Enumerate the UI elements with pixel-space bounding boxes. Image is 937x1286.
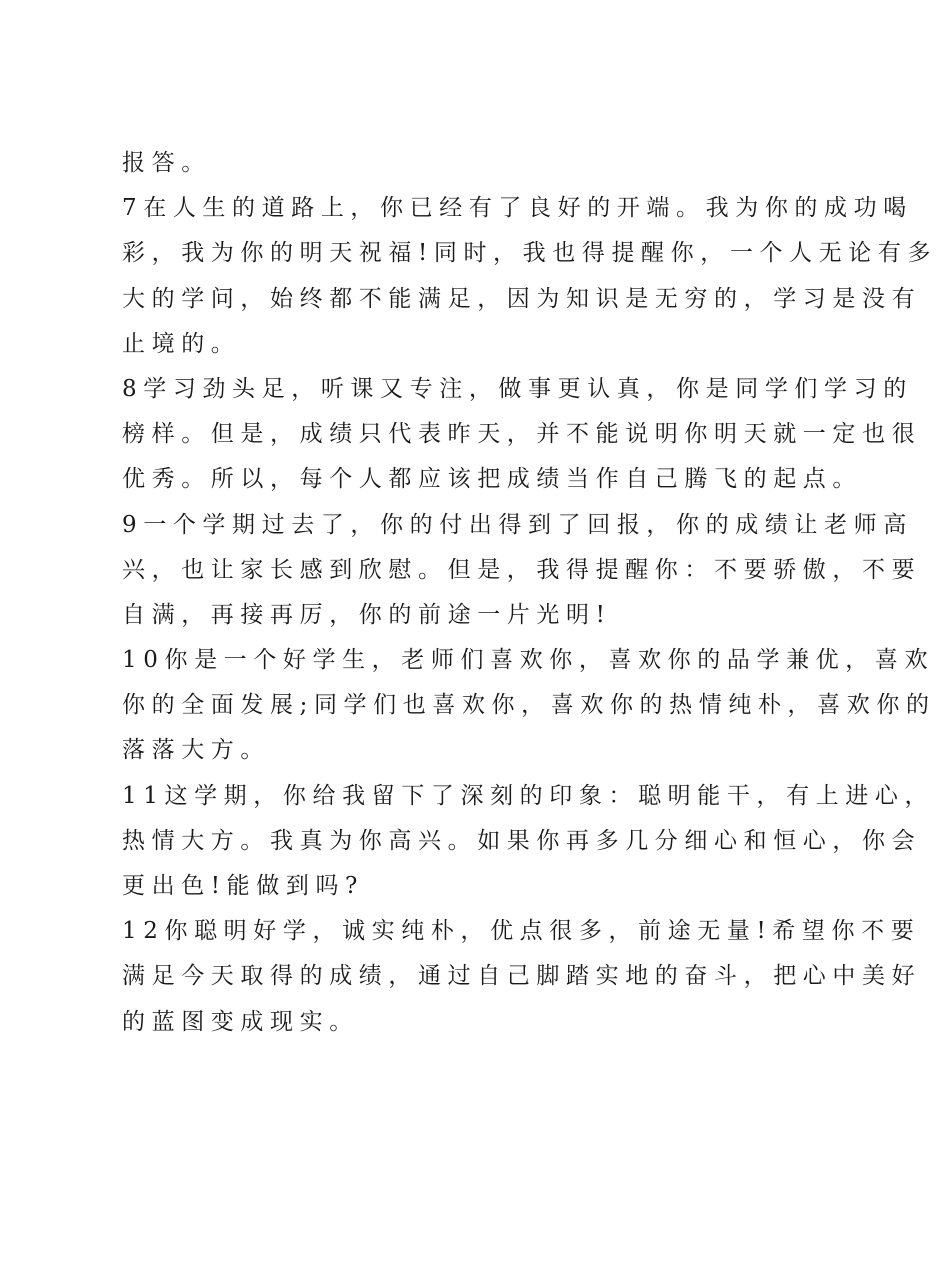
text-line: 7在人生的道路上，你已经有了良好的开端。我为你的成功喝 xyxy=(122,195,913,222)
text-line: 彩，我为你的明天祝福!同时，我也得提醒你，一个人无论有多 xyxy=(122,240,937,267)
text-line: 自满，再接再厉，你的前途一片光明! xyxy=(122,601,612,628)
text-line: 止境的。 xyxy=(122,330,241,357)
text-line: 更出色!能做到吗? xyxy=(122,873,364,899)
text-line: 报答。 xyxy=(122,150,211,176)
text-line: 9一个学期过去了，你的付出得到了回报，你的成绩让老师高 xyxy=(122,511,913,538)
text-line: 你的全面发展;同学们也喜欢你，喜欢你的热情纯朴，喜欢你的 xyxy=(122,692,936,719)
text-line: 落落大方。 xyxy=(122,737,270,764)
text-line: 12你聪明好学，诚实纯朴，优点很多，前途无量!希望你不要 xyxy=(122,918,921,945)
text-line: 榜样。但是，成绩只代表昨天，并不能说明你明天就一定也很 xyxy=(122,421,922,448)
text-line: 满足今天取得的成绩，通过自己脚踏实地的奋斗，把心中美好 xyxy=(122,963,922,990)
text-line: 兴，也让家长感到欣慰。但是，我得提醒你：不要骄傲，不要 xyxy=(122,556,922,583)
text-line: 11这学期，你给我留下了深刻的印象：聪明能干，有上进心， xyxy=(122,782,935,809)
text-line: 的蓝图变成现实。 xyxy=(122,1008,359,1035)
text-line: 10你是一个好学生，老师们喜欢你，喜欢你的品学兼优，喜欢 xyxy=(122,647,935,674)
text-line: 大的学问，始终都不能满足，因为知识是无穷的，学习是没有 xyxy=(122,285,922,312)
text-line: 8学习劲头足，听课又专注，做事更认真，你是同学们学习的 xyxy=(122,375,913,402)
document-body xyxy=(122,141,937,1045)
text-line: 优秀。所以，每个人都应该把成绩当作自己腾飞的起点。 xyxy=(122,466,862,493)
text-line: 热情大方。我真为你高兴。如果你再多几分细心和恒心，你会 xyxy=(122,827,922,854)
